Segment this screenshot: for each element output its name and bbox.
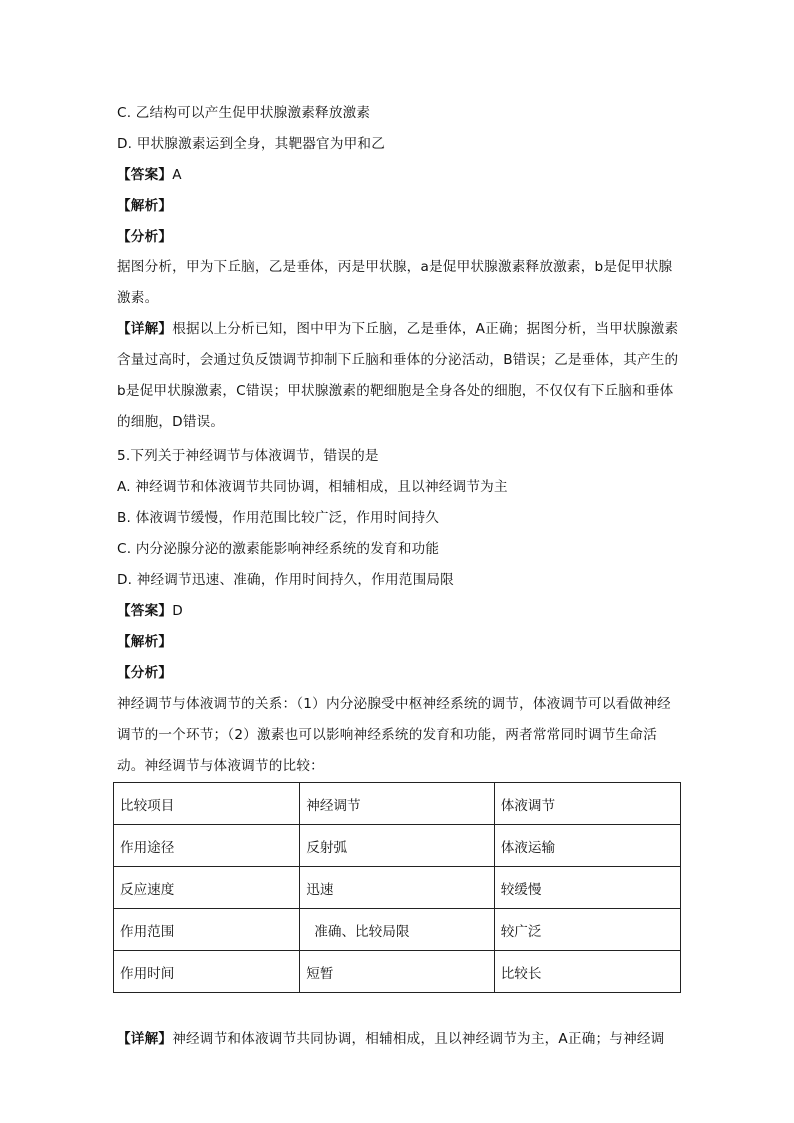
q5-option-b: B. 体液调节缓慢，作用范围比较广泛，作用时间持久 — [117, 510, 440, 526]
q5-option-d: D. 神经调节迅速、准确，作用时间持久，作用范围局限 — [117, 572, 454, 588]
q5-answer-line: 【答案】D — [117, 603, 183, 619]
table-row — [114, 783, 681, 825]
table-cell: 迅速 — [300, 867, 494, 909]
table-row — [114, 909, 681, 951]
table-cell: 作用范围 — [114, 909, 300, 951]
q5-analysis-label: 【分析】 — [117, 665, 173, 681]
table-cell: 作用时间 — [114, 951, 300, 993]
q4-analysis-label: 【分析】 — [117, 229, 173, 245]
table-cell: 较缓慢 — [494, 867, 680, 909]
table-cell: 准确、比较局限 — [300, 909, 494, 951]
answer-label: 【答案】 — [117, 167, 173, 183]
table-row — [114, 825, 681, 867]
table-row — [114, 951, 681, 993]
table-cell: 反应速度 — [114, 867, 300, 909]
table-cell: 体液调节 — [494, 783, 680, 825]
table-cell: 作用途径 — [114, 825, 300, 867]
detail-label: 【详解】 — [117, 321, 173, 337]
table-cell: 体液运输 — [494, 825, 680, 867]
q4-option-c: C. 乙结构可以产生促甲状腺激素释放激素 — [117, 105, 371, 121]
q5-stem: 5.下列关于神经调节与体液调节，错误的是 — [117, 448, 379, 464]
table-cell: 短暂 — [300, 951, 494, 993]
table-row — [114, 867, 681, 909]
q5-detail-text: 神经调节和体液调节共同协调，相辅相成，且以神经调节为主，A正确；与神经调 — [172, 1031, 665, 1047]
q5-detail-line: 【详解】神经调节和体液调节共同协调，相辅相成，且以神经调节为主，A正确；与神经调 — [117, 1031, 665, 1047]
q5-option-c: C. 内分泌腺分泌的激素能影响神经系统的发育和功能 — [117, 541, 440, 557]
q5-analysis-text: 神经调节与体液调节的关系：（1）内分泌腺受中枢神经系统的调节，体液调节可以看做神经调节的一个环节；（2）激素也可以影响神经系统的发育和功能，两者常常同时调节生命活动。神经调节与体液调节的比较： — [117, 696, 671, 774]
q5-option-a: A. 神经调节和体液调节共同协调，相辅相成，且以神经调节为主 — [117, 479, 508, 495]
q5-analysis-section-label: 【解析】 — [117, 634, 173, 650]
table-cell: 比较项目 — [114, 783, 300, 825]
q4-answer-line — [117, 165, 682, 185]
q4-detail-text: 根据以上分析已知，图中甲为下丘脑，乙是垂体，A正确；据图分析，当甲状腺激素含量过高时，会通过负反馈调节抑制下丘脑和垂体的分泌活动，B错误；乙是垂体，其产生的b是促甲状腺激素，C错误；甲状腺激素的靶细胞是全身各处的细胞，不仅仅有下丘脑和垂体的细胞，D错误。 — [117, 321, 679, 430]
q4-option-d: D. 甲状腺激素运到全身，其靶器官为甲和乙 — [117, 136, 385, 152]
q4-detail-paragraph — [117, 314, 682, 438]
table-cell: 比较长 — [494, 951, 680, 993]
q4-answer-value: A — [172, 167, 182, 183]
table-cell: 神经调节 — [300, 783, 494, 825]
table-cell: 较广泛 — [494, 909, 680, 951]
comparison-table — [113, 782, 681, 993]
q5-answer-value: D — [172, 603, 183, 619]
q4-analysis-section-label: 【解析】 — [117, 198, 173, 214]
q4-analysis-text: 据图分析，甲为下丘脑，乙是垂体，丙是甲状腺，a是促甲状腺激素释放激素，b是促甲状腺激素。 — [117, 259, 673, 306]
table-cell: 反射弧 — [300, 825, 494, 867]
